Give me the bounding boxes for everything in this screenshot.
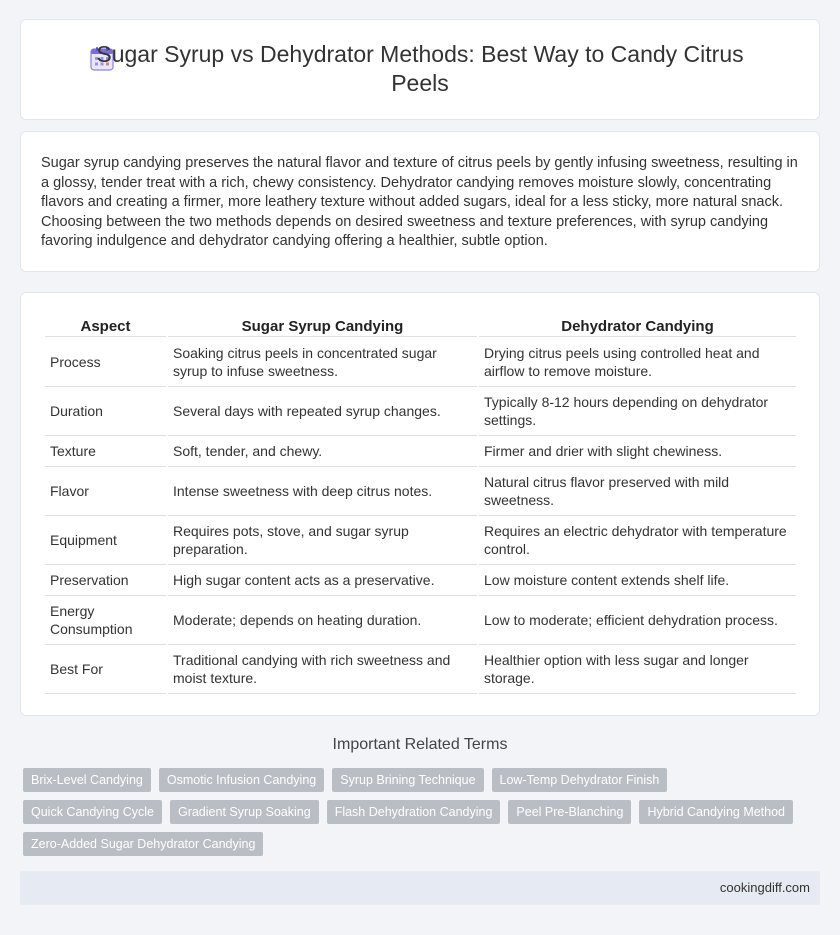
dehydrator-cell: Low to moderate; efficient dehydration process. (479, 596, 796, 645)
aspect-cell: Texture (45, 436, 166, 467)
aspect-cell: Duration (45, 387, 166, 436)
syrup-cell: Several days with repeated syrup changes. (168, 387, 477, 436)
table-row (45, 645, 796, 694)
comparison-card (20, 292, 820, 716)
related-term-tag[interactable]: Zero-Added Sugar Dehydrator Candying (23, 832, 263, 856)
dehydrator-cell: Requires an electric dehydrator with temperature control. (479, 516, 796, 565)
related-term-tag[interactable]: Quick Candying Cycle (23, 800, 162, 824)
header-dehydrator: Dehydrator Candying (479, 315, 796, 337)
intro-paragraph: Sugar syrup candying preserves the natural flavor and texture of citrus peels by gently infusing sweetness, resulting in a glossy, tender treat with a rich, chewy consistency. Dehydrator candying removes moisture slowly, concentrating flavors and creating a firmer, more leathery texture without added sugars, ideal for a less sticky, more natural snack. Choosing between the two methods depends on desired sweetness and texture preferences, with syrup candying favoring indulgence and dehydrator candying offering a healthier, subtle option. (41, 155, 798, 249)
syrup-cell: Moderate; depends on heating duration. (168, 596, 477, 645)
dehydrator-cell: Firmer and drier with slight chewiness. (479, 436, 796, 467)
dehydrator-cell: Drying citrus peels using controlled heat and airflow to remove moisture. (479, 337, 796, 387)
footer-site-link[interactable]: cookingdiff.com (719, 880, 810, 895)
table-row (45, 596, 796, 645)
table-row (45, 387, 796, 436)
intro-card (20, 131, 820, 272)
aspect-cell: Flavor (45, 467, 166, 516)
related-terms-list (23, 768, 813, 856)
header-sugar-syrup: Sugar Syrup Candying (168, 315, 477, 337)
syrup-cell: Traditional candying with rich sweetness and moist texture. (168, 645, 477, 694)
related-term-tag[interactable]: Gradient Syrup Soaking (170, 800, 319, 824)
table-row (45, 337, 796, 387)
table-row (45, 467, 796, 516)
related-terms-heading: Important Related Terms (332, 736, 508, 753)
related-term-tag[interactable]: Osmotic Infusion Candying (159, 768, 324, 792)
related-term-tag[interactable]: Low-Temp Dehydrator Finish (492, 768, 668, 792)
aspect-cell: Best For (45, 645, 166, 694)
dehydrator-cell: Low moisture content extends shelf life. (479, 565, 796, 596)
syrup-cell: Soft, tender, and chewy. (168, 436, 477, 467)
page-title: Sugar Syrup vs Dehydrator Methods: Best Way to Candy Citrus Peels (96, 41, 744, 96)
comparison-table (43, 315, 798, 694)
dehydrator-cell: Healthier option with less sugar and longer storage. (479, 645, 796, 694)
dehydrator-cell: Natural citrus flavor preserved with mild sweetness. (479, 467, 796, 516)
related-term-tag[interactable]: Peel Pre-Blanching (508, 800, 631, 824)
related-term-tag[interactable]: Flash Dehydration Candying (327, 800, 501, 824)
syrup-cell: Soaking citrus peels in concentrated sugar syrup to infuse sweetness. (168, 337, 477, 387)
header-aspect: Aspect (45, 315, 166, 337)
related-term-tag[interactable]: Brix-Level Candying (23, 768, 151, 792)
footer-bar (20, 871, 820, 905)
related-term-tag[interactable]: Syrup Brining Technique (332, 768, 483, 792)
syrup-cell: Requires pots, stove, and sugar syrup preparation. (168, 516, 477, 565)
dehydrator-cell: Typically 8-12 hours depending on dehydrator settings. (479, 387, 796, 436)
aspect-cell: Equipment (45, 516, 166, 565)
aspect-cell: Preservation (45, 565, 166, 596)
table-row (45, 565, 796, 596)
syrup-cell: Intense sweetness with deep citrus notes. (168, 467, 477, 516)
aspect-cell: Energy Consumption (45, 596, 166, 645)
syrup-cell: High sugar content acts as a preservative. (168, 565, 477, 596)
aspect-cell: Process (45, 337, 166, 387)
table-row (45, 516, 796, 565)
header-card (20, 19, 820, 120)
table-row (45, 436, 796, 467)
related-term-tag[interactable]: Hybrid Candying Method (639, 800, 793, 824)
